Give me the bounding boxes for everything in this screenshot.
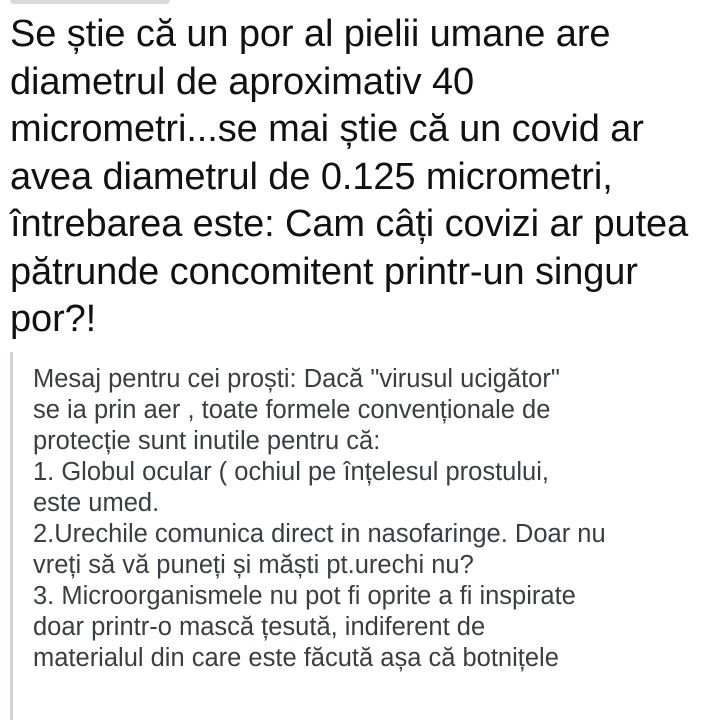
quote-body [33,364,720,674]
quote-line: protecție sunt inutile pentru că: [33,427,381,455]
post-text: Se știe că un por al pielii umane are diametrul de aproximativ 40 micrometri...se mai știe că un covid ar avea diametrul de 0.125 micrometri, întrebarea este: Cam câți covizi ar putea pătrunde concomitent printr-un singur por?! [10,13,689,340]
quote-line: se ia prin aer , toate formele convenționale de [33,396,551,424]
quote-line: Mesaj pentru cei proști: Dacă "virusul ucigător" [33,365,560,393]
quote-line: 2.Urechile comunica direct in nasofaringe. Doar nu [33,520,606,548]
quote-line: doar printr-o mască țesută, indiferent de [33,613,486,641]
quote-line: vreți să vă puneți și măști pt.urechi nu? [33,551,474,579]
quote-line: 1. Globul ocular ( ochiul pe înțelesul prostului, [33,458,549,486]
quote-line: este umed. [33,489,160,517]
quoted-image-text [10,352,720,720]
quote-line: materialul din care este făcută așa că botnițele [33,644,559,672]
quote-line: 3. Microorganismele nu pot fi oprite a fi inspirate [33,582,576,610]
cut-off-text-above [10,0,170,4]
